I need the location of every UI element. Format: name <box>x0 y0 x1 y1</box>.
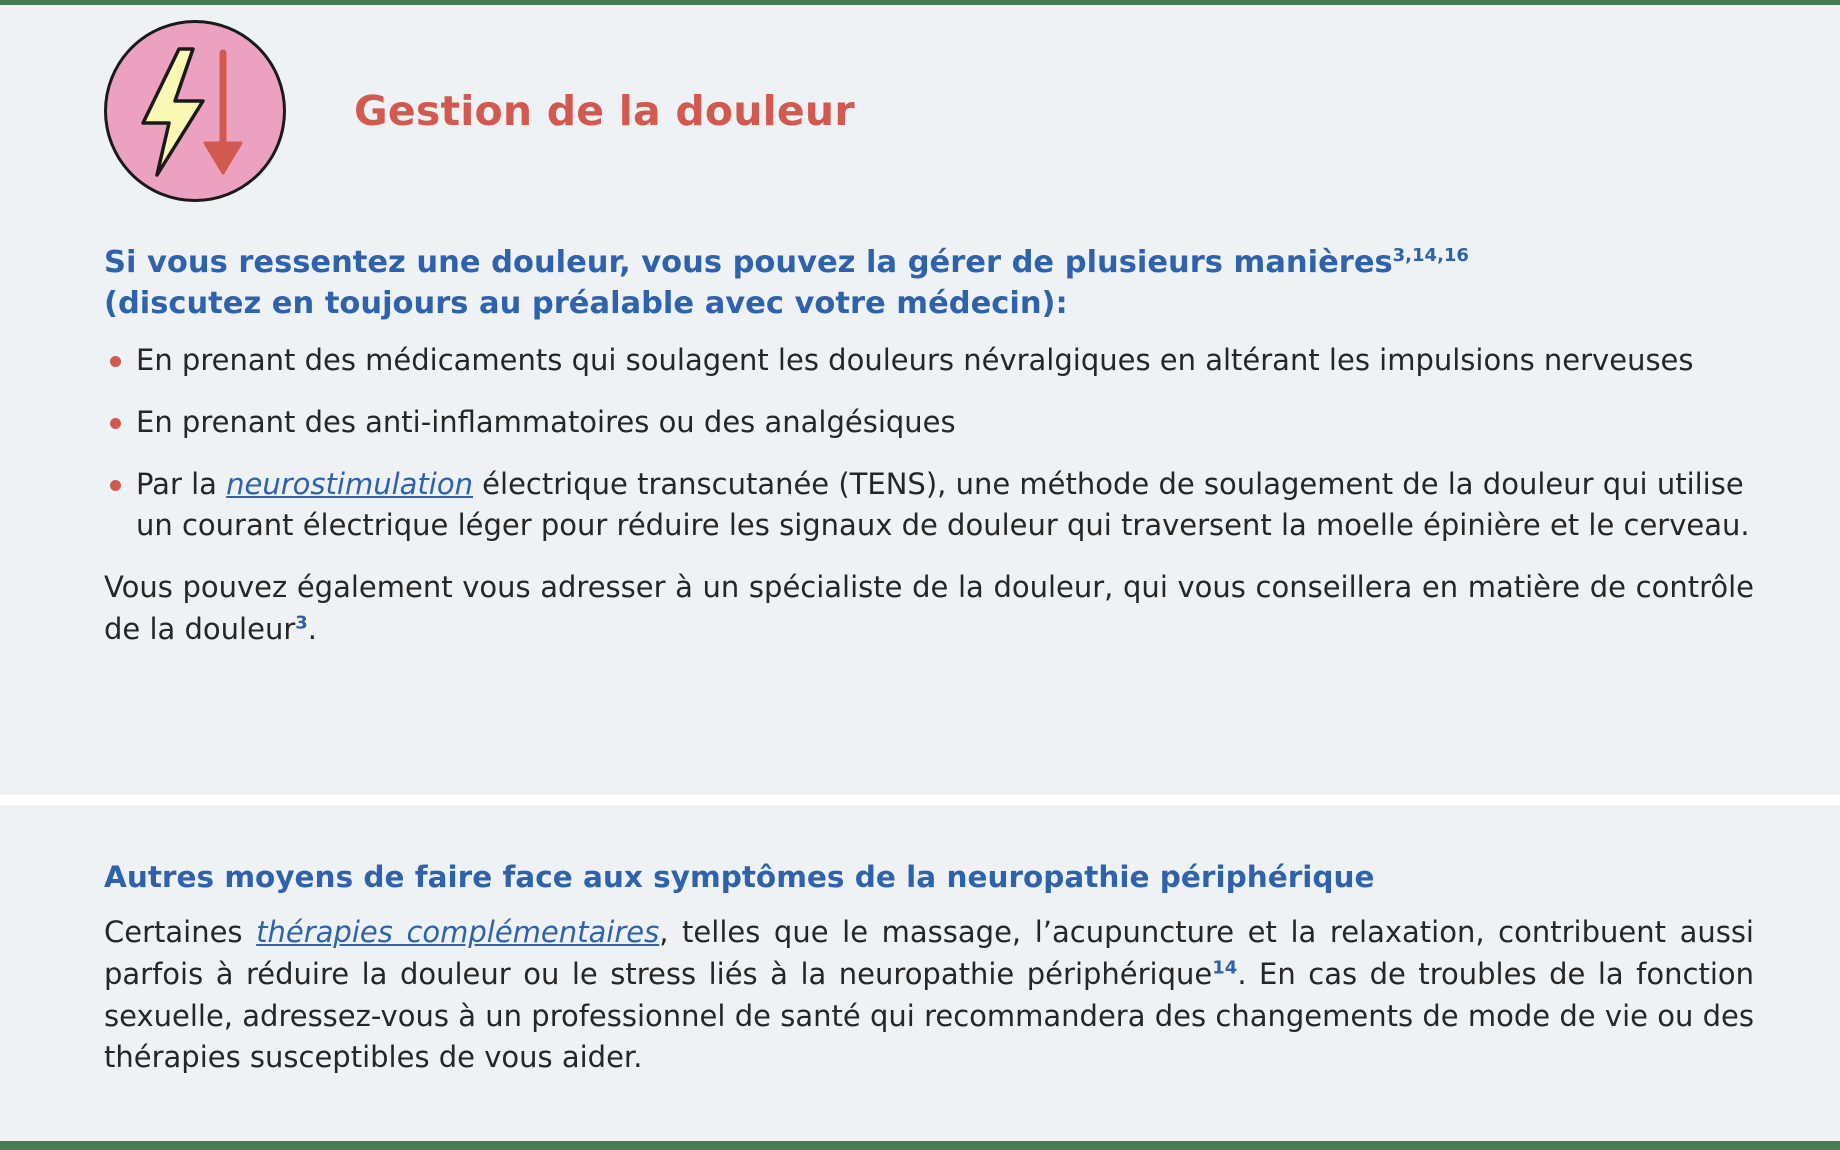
bullet-3-text-after: électrique transcutanée (TENS), une méthode de soulagement de la douleur qui utilise un courant électrique léger pour réduire les signaux de douleur qui traversent la moelle épinière et le cerveau. <box>136 466 1750 543</box>
closing-superscript: 3 <box>295 612 308 634</box>
lead-line-2: (discutez en toujours au préalable avec votre médecin): <box>104 285 1068 321</box>
closing-paragraph-text: Vous pouvez également vous adresser à un spécialiste de la douleur, qui vous conseillera en matière de contrôle de la douleur <box>104 570 1754 646</box>
closing-paragraph <box>104 567 1754 651</box>
section-header <box>104 20 855 202</box>
subsection-heading: Autres moyens de faire face aux symptômes de la neuropathie périphérique <box>104 860 1375 894</box>
bottom-rule <box>0 1141 1840 1150</box>
lower-text-before: Certaines <box>104 915 257 949</box>
lead-line-1: Si vous ressentez une douleur, vous pouvez la gérer de plusieurs manières <box>104 245 1393 280</box>
lead-heading <box>104 243 1754 324</box>
complementary-therapies-link[interactable]: thérapies complémentaires <box>256 915 660 949</box>
pain-management-list <box>104 340 1754 547</box>
lower-text-end: . En cas de troubles de la fonction sexuelle, adressez-vous à un professionnel de santé qui recommandera des changements de mode de vie ou des thérapies susceptibles de vous aider. <box>104 956 1754 1075</box>
pain-management-content <box>104 243 1754 651</box>
lower-text-after: , telles que le massage, l’acupuncture et la relaxation, contribuent aussi parfois à réduire la douleur ou le stress liés à la neuropathie périphérique <box>104 915 1754 991</box>
bullet-3-text-before: Par la <box>136 466 227 501</box>
page-title: Gestion de la douleur <box>354 87 855 135</box>
closing-period: . <box>307 611 317 646</box>
bullet-1-text: En prenant des médicaments qui soulagent les douleurs névralgiques en altérant les impulsions nerveuses <box>136 343 1694 378</box>
lead-superscript: 3,14,16 <box>1392 244 1469 266</box>
list-item <box>104 402 1754 444</box>
list-item <box>104 340 1754 382</box>
neurostimulation-link[interactable]: neurostimulation <box>226 466 473 501</box>
list-item <box>104 464 1754 548</box>
lightning-bolt-down-arrow-icon <box>104 20 286 202</box>
lower-superscript: 14 <box>1212 957 1238 979</box>
other-ways-content <box>104 860 1754 1079</box>
other-ways-paragraph <box>104 912 1754 1079</box>
bullet-2-text: En prenant des anti-inflammatoires ou des analgésiques <box>136 404 956 439</box>
